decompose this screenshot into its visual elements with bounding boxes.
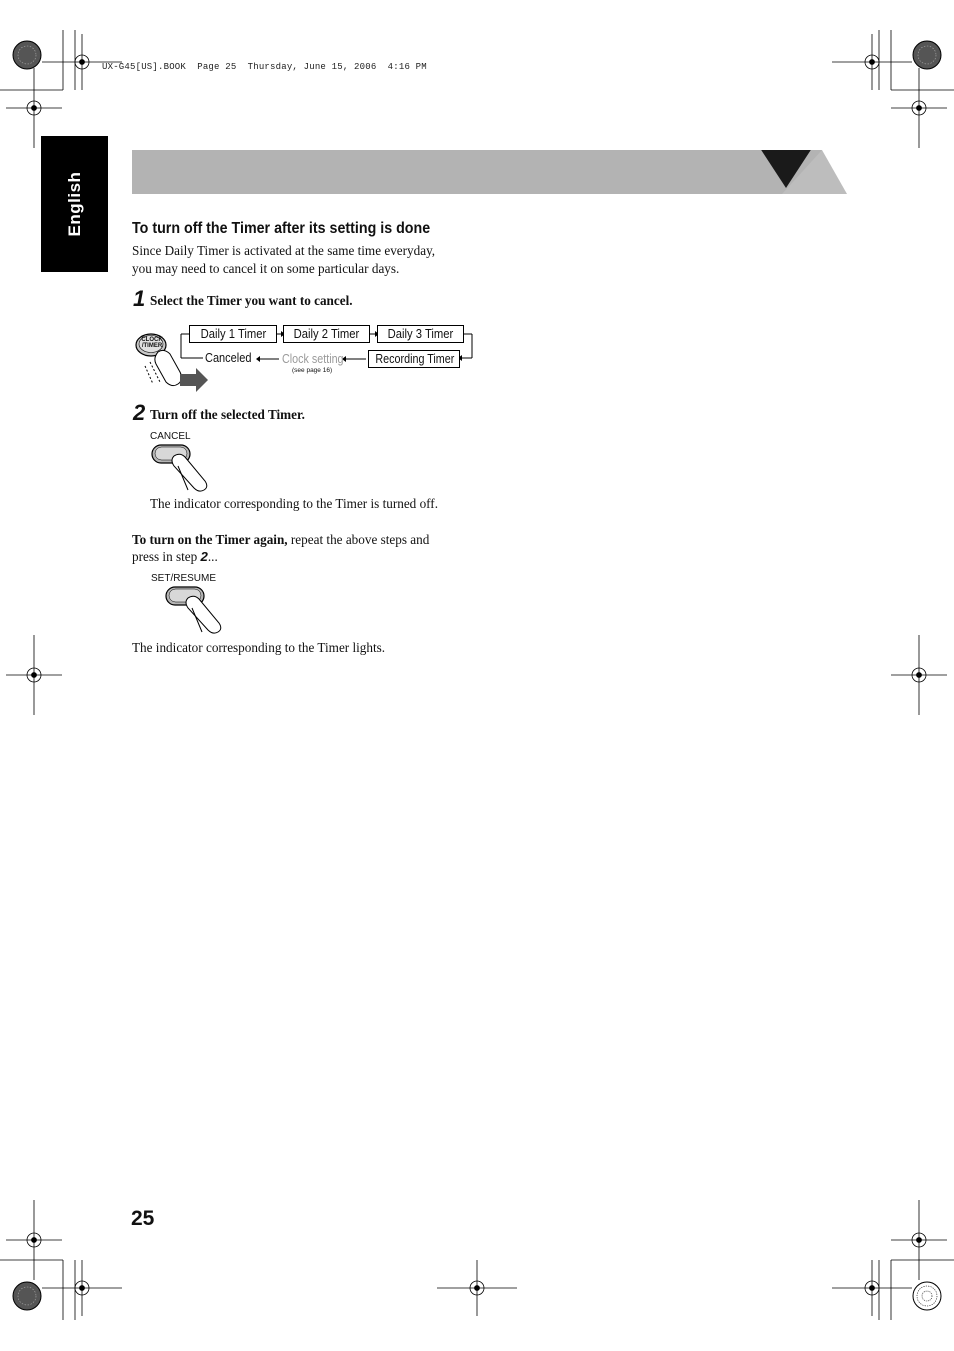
canceled-label: Canceled xyxy=(205,351,252,365)
step-1-number: 1 xyxy=(133,286,146,311)
language-label: English xyxy=(64,171,84,237)
intro-line-1: Since Daily Timer is activated at the same time everyday, xyxy=(132,243,436,258)
daily-1-timer-box: Daily 1 Timer xyxy=(189,325,277,343)
set-resume-button-illustration xyxy=(162,584,226,636)
finger-icon xyxy=(172,454,207,491)
press-arrow-icon xyxy=(180,368,208,392)
turn-on-line-1: To turn on the Timer again, repeat the above steps and xyxy=(132,532,430,547)
page-number: 25 xyxy=(131,1207,155,1230)
clock-setting-label: Clock setting xyxy=(282,352,344,366)
set-resume-button-label: SET/RESUME xyxy=(151,573,217,584)
turn-on-result: The indicator corresponding to the Timer lights. xyxy=(132,640,386,655)
finger-icon xyxy=(186,596,221,633)
cancel-button-label: CANCEL xyxy=(150,431,191,442)
clock-setting-note: (see page 16) xyxy=(292,367,333,374)
section-heading: To turn off the Timer after its setting is done xyxy=(132,220,431,237)
recording-timer-box: Recording Timer xyxy=(368,350,460,368)
step-2-result: The indicator corresponding to the Timer is turned off. xyxy=(150,496,438,511)
clock-timer-button-label: CLOCK /TIMER xyxy=(141,337,163,349)
print-header-meta: UX-G45[US].BOOK Page 25 Thursday, June 15, 2006 4:16 PM xyxy=(102,62,427,72)
step-2-number: 2 xyxy=(133,400,146,425)
cancel-button-illustration xyxy=(148,442,212,492)
intro-line-2: you may need to cancel it on some particular days. xyxy=(132,261,400,276)
daily-3-timer-box: Daily 3 Timer xyxy=(377,325,464,343)
step-1-text: Select the Timer you want to cancel. xyxy=(150,293,353,308)
turn-on-line-2: press in step 2... xyxy=(132,549,218,564)
daily-2-timer-box: Daily 2 Timer xyxy=(283,325,370,343)
step-2-text: Turn off the selected Timer. xyxy=(150,407,305,422)
